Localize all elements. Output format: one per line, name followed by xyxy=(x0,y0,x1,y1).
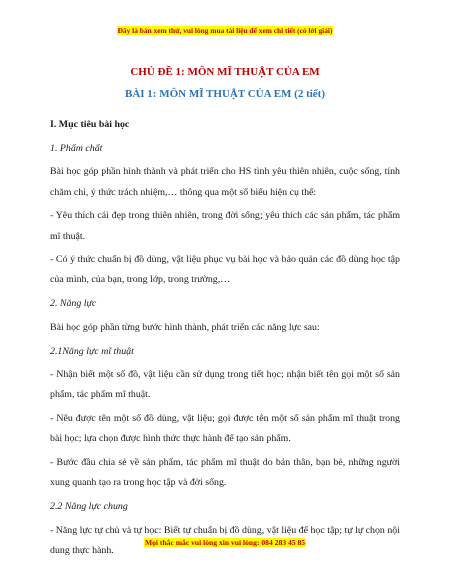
paragraph: Bài học góp phần hình thành và phát triển cho HS tình yêu thiên nhiên, cuộc sống, tính chăm chỉ, ý thức trách nhiệm,… thông qua một số biểu hiện cụ thể: xyxy=(50,166,400,198)
paragraph: - Nêu được tên một số đồ dùng, vật liệu; gọi được tên một số sản phẩm mĩ thuật trong bài học; lựa chọn được hình thức thực hành để tạo sản phẩm. xyxy=(50,413,400,445)
paragraph: - Năng lực tự chủ và tự học: Biết tự chuẩn bị đồ dùng, vật liệu để học tập; tự lự chọn nội dung thực hành. xyxy=(50,524,400,556)
subheading-qualities: 1. Phẩm chất xyxy=(50,142,103,154)
paragraph: - Nhận biết một số đồ, vật liệu cần sử dụng trong tiết học; nhận biết tên gọi một số sản phẩm, tác phẩm mĩ thuật. xyxy=(50,369,400,401)
subheading-general-competency: 2.2 Năng lực chung xyxy=(50,500,128,512)
subheading-competencies: 2. Năng lực xyxy=(50,298,97,310)
lesson-title: BÀI 1: MÔN MĨ THUẬT CỦA EM (2 tiết) xyxy=(124,88,326,100)
paragraph: Bài học góp phần từng bước hình thành, phát triển các năng lực sau: xyxy=(50,321,320,333)
subheading-art-competency: 2.1Năng lực mĩ thuật xyxy=(50,345,134,357)
paragraph: - Bước đầu chia sẻ về sản phẩm, tác phẩm mĩ thuật do bản thân, bạn bè, những người xung quanh tạo ra trong học tập và đời sống. xyxy=(50,457,400,489)
document-body xyxy=(50,115,400,565)
footer-contact xyxy=(0,538,450,547)
section-heading-objectives: I. Mục tiêu bài học xyxy=(50,119,130,130)
preview-notice xyxy=(0,26,450,35)
footer-contact-text: Mọi thắc mắc vui lòng xin vui lòng: 084 283 45 85 xyxy=(144,538,306,547)
topic-title: CHỦ ĐỀ 1: MÔN MĨ THUẬT CỦA EM xyxy=(130,66,320,78)
paragraph: - Yêu thích cái đẹp trong thiên nhiên, trong đời sống; yêu thích các sản phẩm, tác phẩm mĩ thuật. xyxy=(50,210,400,242)
preview-notice-text: Đây là bản xem thử, vui lòng mua tài liệu để xem chi tiết (có lời giải) xyxy=(117,26,333,35)
paragraph: - Có ý thức chuẩn bị đồ dùng, vật liệu phục vụ bài học và bảo quản các đồ dùng học tập của mình, của bạn, trong lớp, trong trường,… xyxy=(50,254,400,286)
